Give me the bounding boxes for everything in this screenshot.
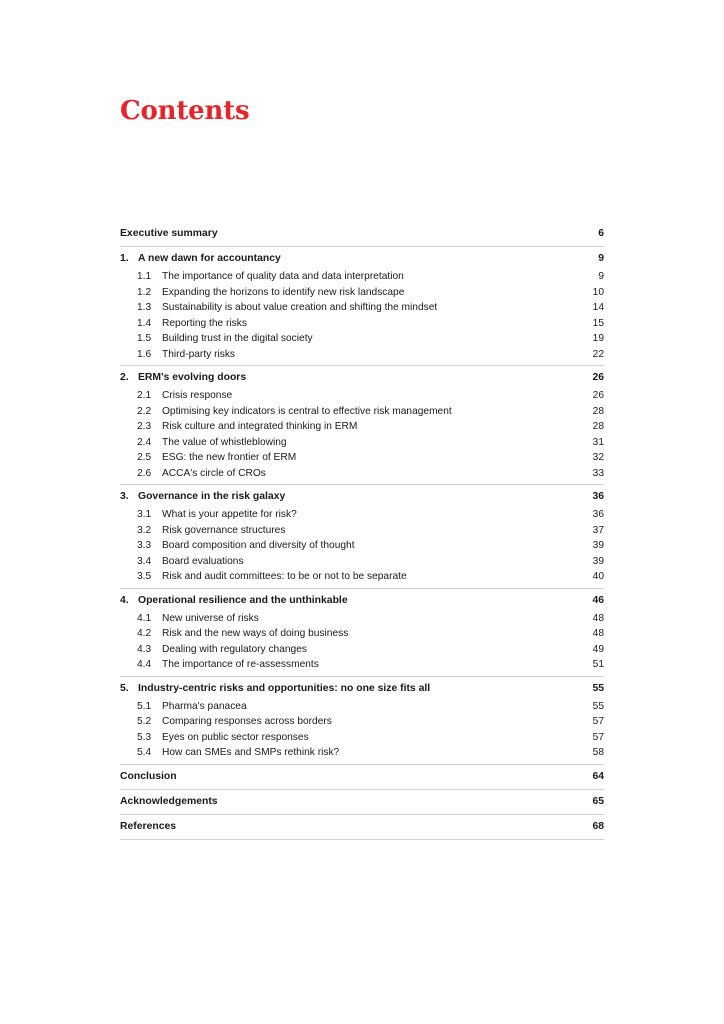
section-number: 4.3 bbox=[137, 643, 152, 655]
entry-label: Third-party risks bbox=[162, 348, 236, 360]
page-number: 36 bbox=[592, 509, 604, 520]
entry-label: The importance of quality data and data interpretation bbox=[162, 271, 404, 282]
toc-section bbox=[120, 677, 604, 765]
toc-entry-sub[interactable] bbox=[120, 419, 604, 435]
section-number: 3.4 bbox=[137, 555, 152, 567]
entry-label: ESG: the new frontier of ERM bbox=[162, 452, 297, 463]
entry-label: Acknowledgements bbox=[120, 795, 218, 807]
page-title: Contents bbox=[120, 96, 250, 126]
entry-label: Pharma's panacea bbox=[162, 700, 247, 712]
toc-entry-main[interactable] bbox=[120, 792, 604, 811]
entry-label: Risk and audit committees: to be or not to be separate bbox=[162, 571, 407, 582]
entry-label: Conclusion bbox=[120, 770, 177, 782]
toc-entry-sub[interactable] bbox=[120, 331, 604, 347]
page-number: 57 bbox=[592, 731, 604, 743]
entry-label: Risk governance structures bbox=[162, 524, 286, 536]
page-number: 6 bbox=[598, 228, 604, 239]
toc-entry-main[interactable] bbox=[120, 224, 604, 243]
entry-label: Board composition and diversity of thought bbox=[162, 540, 355, 551]
section-number: 2.5 bbox=[137, 452, 152, 463]
chapter-number: 5. bbox=[120, 682, 129, 694]
toc-entry-sub[interactable] bbox=[120, 269, 604, 285]
toc-entry-main[interactable] bbox=[120, 368, 604, 388]
section-number: 1.3 bbox=[137, 302, 152, 313]
toc-section bbox=[120, 815, 604, 840]
page-number: 9 bbox=[598, 253, 604, 264]
page-number: 14 bbox=[592, 302, 604, 313]
toc-entry-sub[interactable] bbox=[120, 714, 604, 730]
section-number: 5.3 bbox=[137, 731, 152, 743]
toc-entry-main[interactable] bbox=[120, 767, 604, 786]
section-number: 2.1 bbox=[137, 390, 152, 401]
section-number: 1.2 bbox=[137, 286, 152, 298]
section-number: 2.4 bbox=[137, 436, 152, 448]
section-number: 2.3 bbox=[137, 421, 152, 432]
page-number: 33 bbox=[592, 467, 604, 479]
section-number: 4.1 bbox=[137, 612, 152, 624]
entry-label: Industry-centric risks and opportunities: no one size fits all bbox=[138, 682, 431, 694]
toc-section bbox=[120, 485, 604, 589]
toc-entry-main[interactable] bbox=[120, 249, 604, 269]
section-number: 1.5 bbox=[137, 333, 152, 344]
toc-entry-sub[interactable] bbox=[120, 466, 604, 482]
table-of-contents bbox=[120, 222, 604, 840]
entry-label: Eyes on public sector responses bbox=[162, 731, 309, 743]
toc-entry-sub[interactable] bbox=[120, 538, 604, 554]
section-number: 3.3 bbox=[137, 540, 152, 551]
page-number: 28 bbox=[592, 421, 604, 432]
entry-label: Building trust in the digital society bbox=[162, 333, 313, 344]
toc-entry-sub[interactable] bbox=[120, 404, 604, 420]
toc-section bbox=[120, 222, 604, 247]
page-number: 39 bbox=[592, 540, 604, 551]
entry-label: ACCA's circle of CROs bbox=[162, 467, 266, 479]
chapter-number: 2. bbox=[120, 372, 129, 383]
toc-entry-sub[interactable] bbox=[120, 642, 604, 658]
entry-label: How can SMEs and SMPs rethink risk? bbox=[162, 747, 340, 758]
entry-label: Risk culture and integrated thinking in ERM bbox=[162, 421, 358, 432]
page-number: 46 bbox=[592, 594, 604, 606]
entry-label: Optimising key indicators is central to effective risk management bbox=[162, 405, 452, 417]
chapter-number: 3. bbox=[120, 491, 129, 502]
toc-entry-sub[interactable] bbox=[120, 450, 604, 466]
page-number: 58 bbox=[592, 747, 604, 758]
toc-entry-sub[interactable] bbox=[120, 699, 604, 715]
toc-entry-sub[interactable] bbox=[120, 507, 604, 523]
toc-entry-sub[interactable] bbox=[120, 285, 604, 301]
toc-entry-sub[interactable] bbox=[120, 730, 604, 746]
entry-label: Reporting the risks bbox=[162, 317, 247, 329]
page-number: 65 bbox=[592, 795, 604, 807]
page-number: 26 bbox=[592, 390, 604, 401]
section-number: 5.1 bbox=[137, 700, 152, 712]
toc-entry-sub[interactable] bbox=[120, 316, 604, 332]
toc-section bbox=[120, 765, 604, 790]
toc-entry-sub[interactable] bbox=[120, 745, 604, 761]
section-number: 3.5 bbox=[137, 571, 152, 582]
section-number: 4.4 bbox=[137, 659, 152, 670]
section-number: 5.2 bbox=[137, 716, 152, 727]
page-number: 49 bbox=[592, 643, 604, 655]
page-number: 22 bbox=[592, 348, 604, 360]
page-number: 26 bbox=[592, 372, 604, 383]
entry-label: Comparing responses across borders bbox=[162, 716, 332, 727]
entry-label: Dealing with regulatory changes bbox=[162, 643, 307, 655]
section-number: 1.1 bbox=[137, 271, 152, 282]
entry-label: Expanding the horizons to identify new risk landscape bbox=[162, 286, 405, 298]
toc-entry-main[interactable] bbox=[120, 487, 604, 507]
page-number: 64 bbox=[592, 770, 604, 782]
section-number: 2.2 bbox=[137, 405, 152, 417]
entry-label: Sustainability is about value creation and shifting the mindset bbox=[162, 302, 438, 313]
entry-label: References bbox=[120, 820, 177, 832]
page-number: 10 bbox=[592, 286, 604, 298]
section-number: 5.4 bbox=[137, 747, 152, 758]
page-number: 48 bbox=[592, 612, 604, 624]
section-number: 2.6 bbox=[137, 467, 152, 479]
section-number: 3.1 bbox=[137, 509, 152, 520]
toc-section bbox=[120, 790, 604, 815]
entry-label: New universe of risks bbox=[162, 612, 259, 624]
page-number: 48 bbox=[592, 628, 604, 639]
entry-label: What is your appetite for risk? bbox=[162, 509, 297, 520]
page-number: 9 bbox=[598, 271, 604, 282]
toc-entry-sub[interactable] bbox=[120, 435, 604, 451]
entry-label: Executive summary bbox=[120, 228, 218, 239]
toc-entry-sub[interactable] bbox=[120, 554, 604, 570]
entry-label: ERM's evolving doors bbox=[138, 372, 247, 383]
entry-label: Operational resilience and the unthinkable bbox=[138, 594, 348, 606]
entry-label: The value of whistleblowing bbox=[162, 436, 287, 448]
entry-label: Crisis response bbox=[162, 390, 233, 401]
entry-label: Governance in the risk galaxy bbox=[138, 491, 286, 502]
toc-entry-sub[interactable] bbox=[120, 300, 604, 316]
toc-section bbox=[120, 366, 604, 485]
page-number: 55 bbox=[592, 682, 604, 694]
page-number: 40 bbox=[592, 571, 604, 582]
page-number: 19 bbox=[592, 333, 604, 344]
toc-entry-main[interactable] bbox=[120, 591, 604, 611]
page-number: 36 bbox=[592, 491, 604, 502]
toc-entry-sub[interactable] bbox=[120, 657, 604, 673]
toc-section bbox=[120, 589, 604, 677]
chapter-number: 1. bbox=[120, 253, 129, 264]
page-number: 37 bbox=[592, 524, 604, 536]
toc-entry-main[interactable] bbox=[120, 679, 604, 699]
section-number: 4.2 bbox=[137, 628, 152, 639]
page-number: 68 bbox=[592, 820, 604, 832]
toc-entry-sub[interactable] bbox=[120, 626, 604, 642]
toc-entry-sub[interactable] bbox=[120, 347, 604, 363]
entry-label: A new dawn for accountancy bbox=[138, 253, 281, 264]
section-number: 1.4 bbox=[137, 317, 152, 329]
page-number: 32 bbox=[592, 452, 604, 463]
chapter-number: 4. bbox=[120, 594, 129, 606]
section-number: 3.2 bbox=[137, 524, 152, 536]
page-number: 31 bbox=[592, 436, 604, 448]
page-number: 51 bbox=[592, 659, 604, 670]
page-number: 57 bbox=[592, 716, 604, 727]
toc-entry-sub[interactable] bbox=[120, 388, 604, 404]
entry-label: The importance of re-assessments bbox=[162, 659, 319, 670]
toc-section bbox=[120, 247, 604, 366]
entry-label: Board evaluations bbox=[162, 555, 244, 567]
page-number: 55 bbox=[592, 700, 604, 712]
section-number: 1.6 bbox=[137, 348, 152, 360]
page-number: 28 bbox=[592, 405, 604, 417]
toc-entry-sub[interactable] bbox=[120, 611, 604, 627]
toc-entry-sub[interactable] bbox=[120, 523, 604, 539]
entry-label: Risk and the new ways of doing business bbox=[162, 628, 349, 639]
page-number: 39 bbox=[592, 555, 604, 567]
toc-entry-sub[interactable] bbox=[120, 569, 604, 585]
page-number: 15 bbox=[592, 317, 604, 329]
toc-entry-main[interactable] bbox=[120, 817, 604, 836]
